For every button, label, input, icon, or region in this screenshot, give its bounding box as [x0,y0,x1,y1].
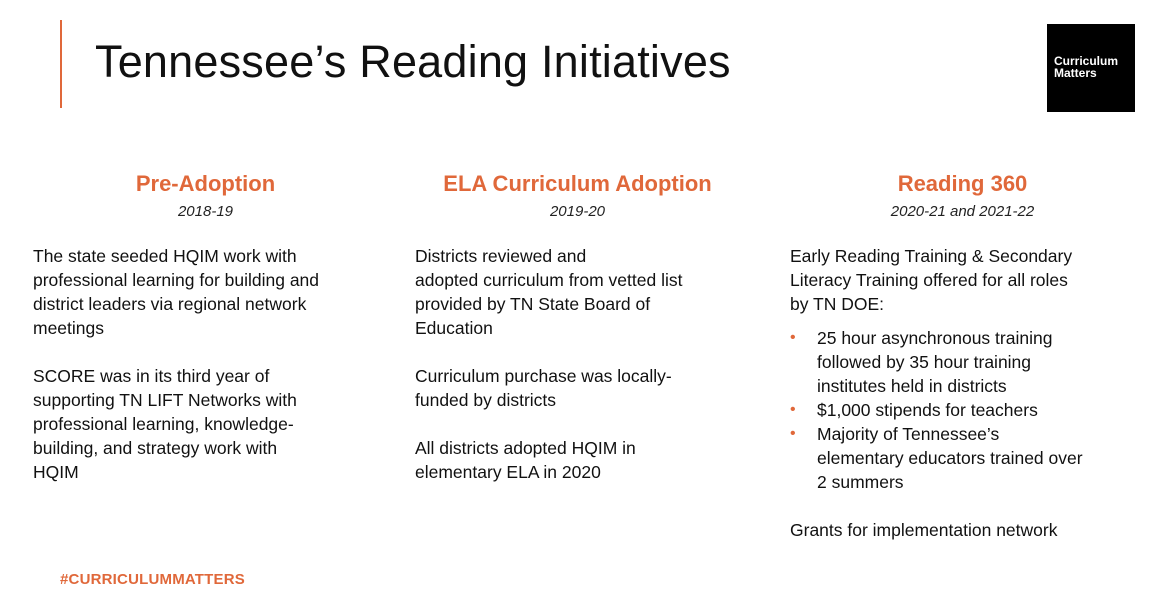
paragraph-line: professional learning for building and [33,270,320,290]
paragraph [33,364,378,484]
column-heading: Reading 360 [897,171,1028,196]
intro-paragraph [790,244,1135,316]
bullet-line: elementary educators trained over [817,448,1083,468]
paragraph-line: provided by TN State Board of [415,294,651,314]
paragraph-line: Grants for implementation network [790,520,1058,540]
column-body [415,244,740,484]
bullet-marker: • [790,329,796,346]
bullet-item [790,326,1135,398]
bullet-item [790,422,1135,494]
paragraph-line: supporting TN LIFT Networks with [33,390,297,410]
logo-line-1: Curriculum [1054,54,1119,68]
paragraph-line: HQIM [33,462,79,482]
column-years: 2018-19 [177,203,234,220]
page-title: Tennessee’s Reading Initiatives [95,36,731,87]
column-heading: Pre-Adoption [135,171,276,196]
title-accent-bar [60,20,62,108]
column-pre-adoption [33,170,378,508]
bullet-line: institutes held in districts [817,376,1007,396]
paragraph-line: district leaders via regional network [33,294,307,314]
closing-paragraph [790,518,1135,542]
paragraph-line: elementary ELA in 2020 [415,462,601,482]
bullet-line: $1,000 stipends for teachers [817,400,1038,420]
column-body [790,244,1135,542]
bullet-marker: • [790,401,796,418]
column-ela-curriculum-adoption [415,170,740,508]
paragraph [415,244,740,340]
paragraph-line: professional learning, knowledge- [33,414,294,434]
paragraph-line: The state seeded HQIM work with [33,246,297,266]
bullet-line: 25 hour asynchronous training [817,328,1053,348]
paragraph-line: funded by districts [415,390,557,410]
column-years: 2019-20 [549,203,606,220]
paragraph-line: building, and strategy work with [33,438,278,458]
column-years: 2020-21 and 2021-22 [890,203,1035,220]
paragraph-line: Curriculum purchase was locally- [415,366,672,386]
paragraph [415,364,740,412]
paragraph-line: Literacy Training offered for all roles [790,270,1068,290]
paragraph-line: meetings [33,318,105,338]
column-body [33,244,378,484]
column-heading: ELA Curriculum Adoption [443,171,712,196]
paragraph [33,244,378,340]
paragraph [415,436,740,484]
hashtag: #CURRICULUMMATTERS [60,571,245,588]
logo-line-2: Matters [1054,66,1097,80]
column-reading-360 [790,170,1135,566]
paragraph-line: Districts reviewed and [415,246,587,266]
paragraph-line: All districts adopted HQIM in [415,438,636,458]
paragraph-line: adopted curriculum from vetted list [415,270,683,290]
bullet-line: followed by 35 hour training [817,352,1032,372]
bullet-line: 2 summers [817,472,904,492]
paragraph-line: by TN DOE: [790,294,885,314]
bullet-line: Majority of Tennessee’s [817,424,1000,444]
bullet-list [790,326,1135,494]
paragraph-line: Early Reading Training & Secondary [790,246,1073,266]
paragraph-line: SCORE was in its third year of [33,366,270,386]
bullet-item [790,398,1135,422]
curriculum-matters-logo [1047,24,1135,112]
paragraph-line: Education [415,318,493,338]
bullet-marker: • [790,425,796,442]
